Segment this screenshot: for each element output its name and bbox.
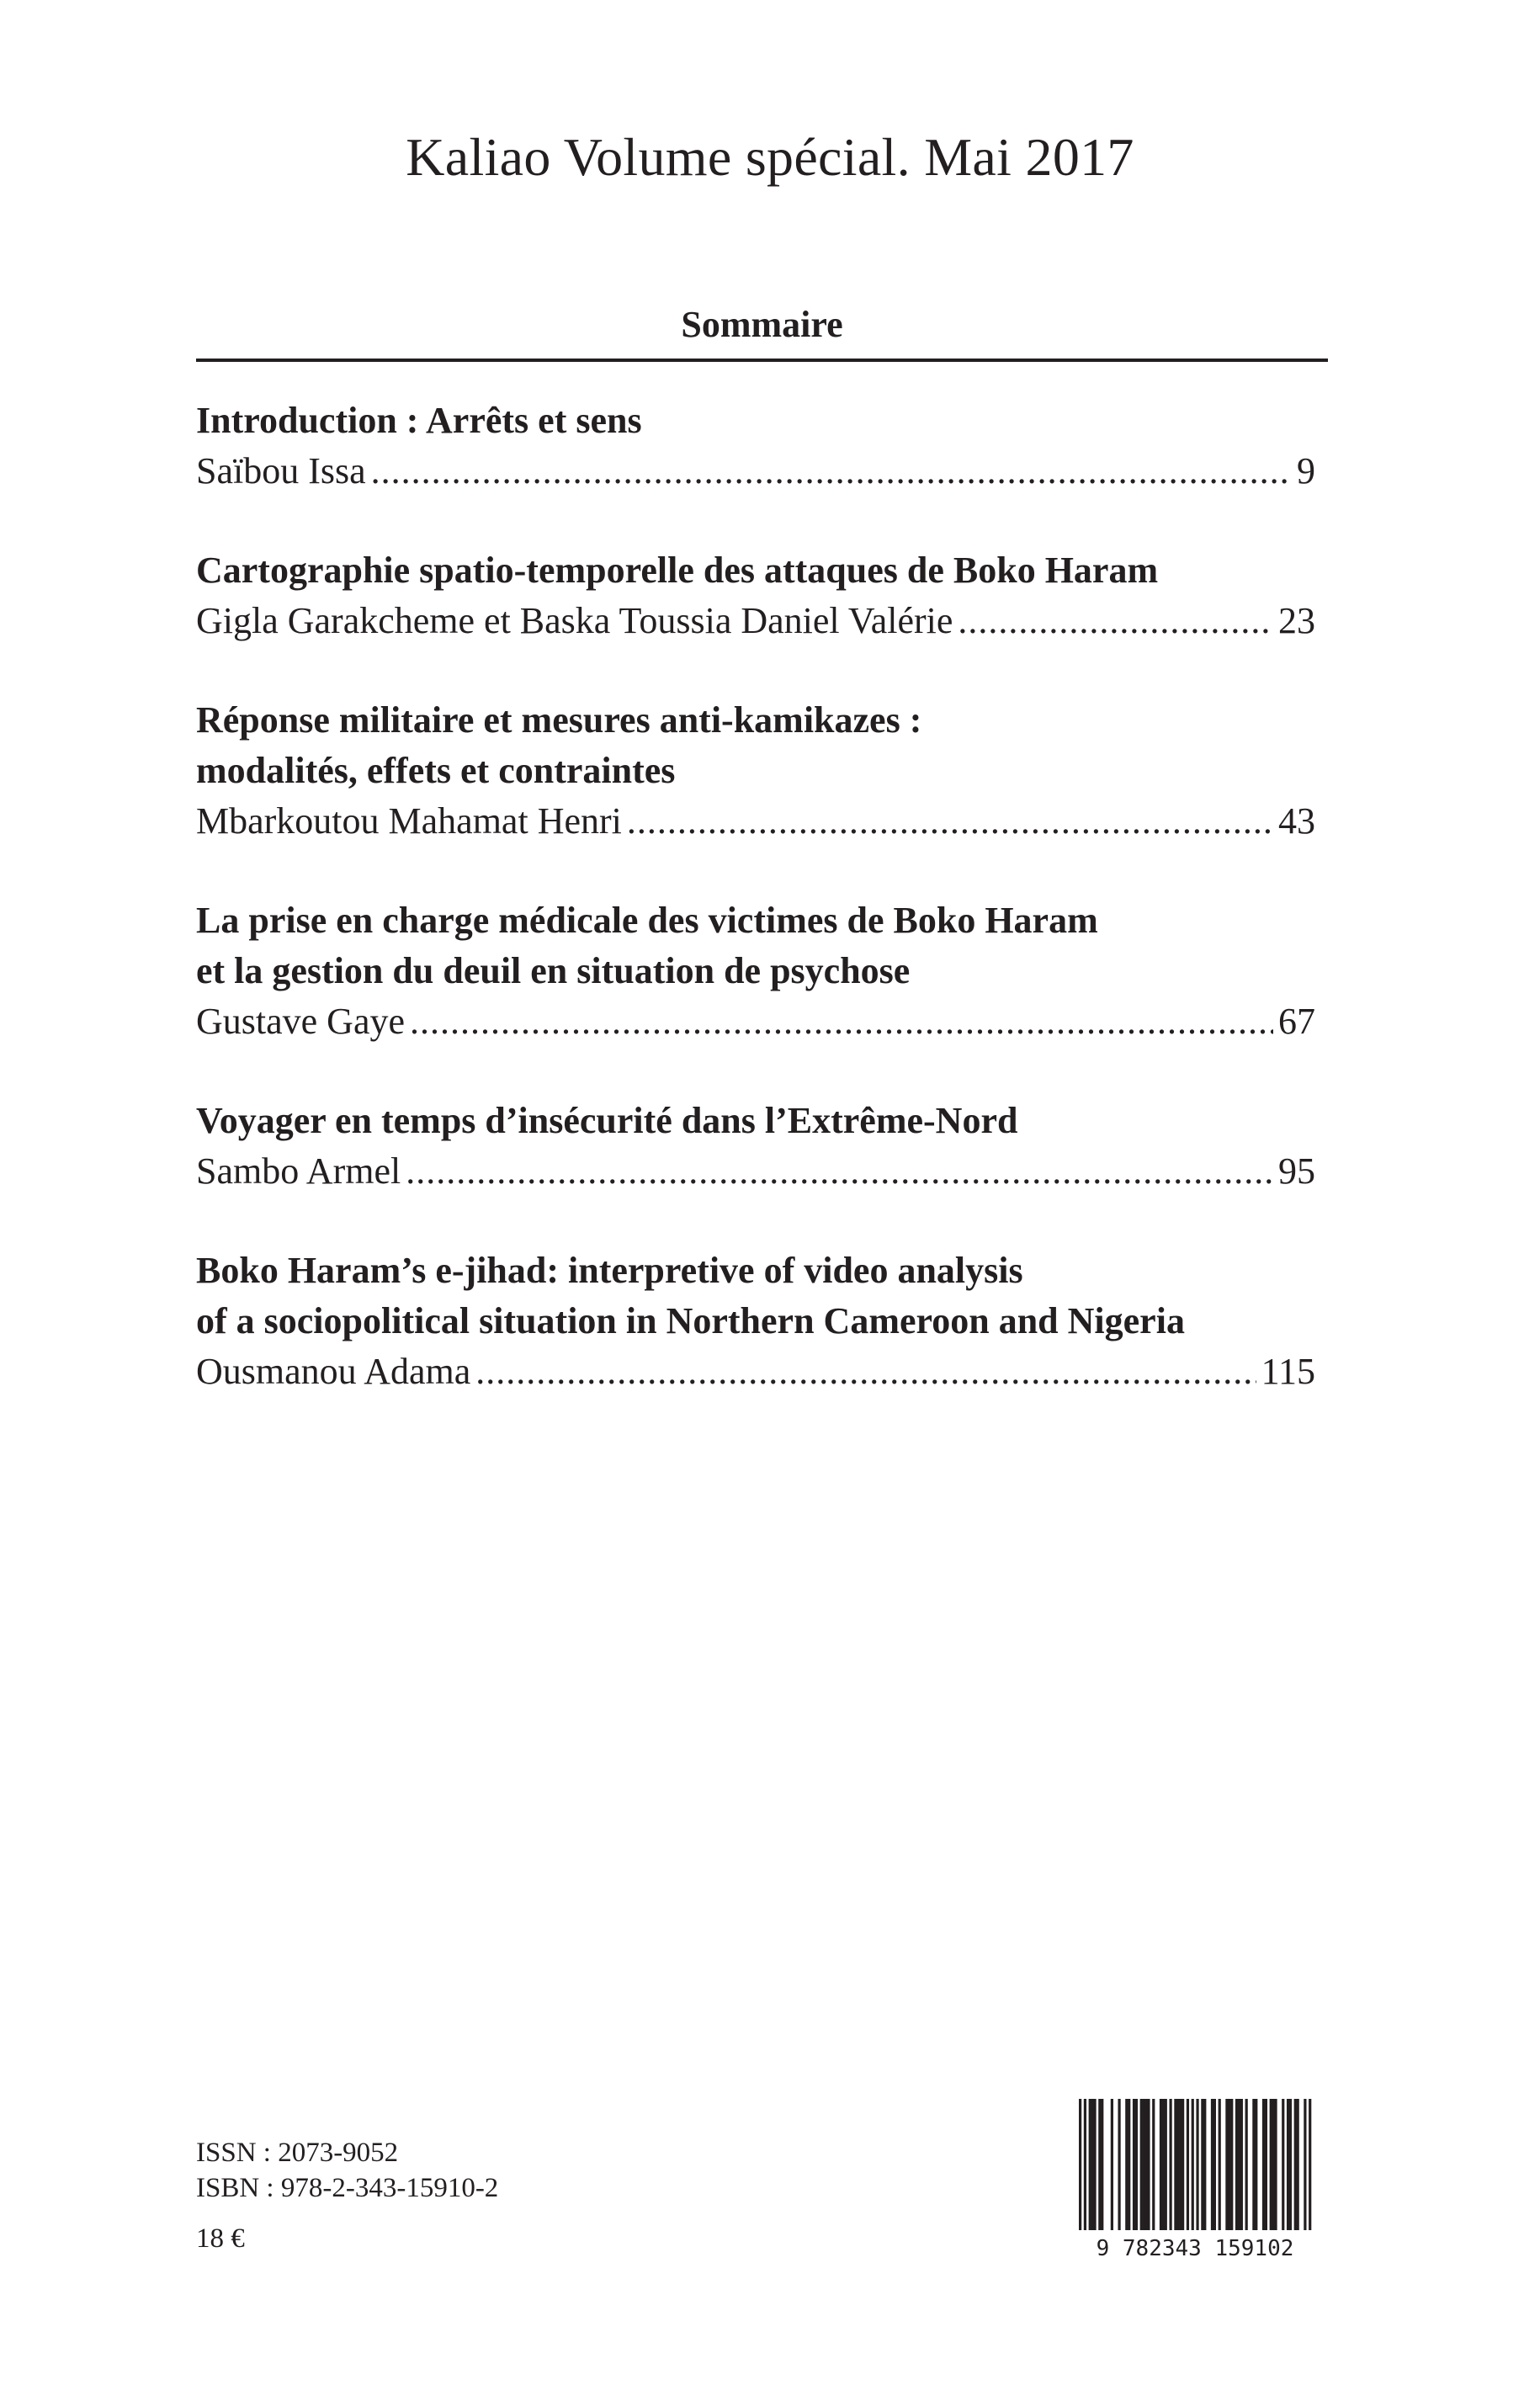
barcode-bar xyxy=(1252,2099,1255,2230)
barcode-bar xyxy=(1084,2099,1086,2230)
entry-author-line xyxy=(196,446,1315,497)
barcode-bar xyxy=(1143,2099,1145,2230)
entry-author: Saïbou Issa xyxy=(196,450,366,491)
barcode-bar xyxy=(1235,2099,1238,2230)
dot-leader xyxy=(627,796,1273,847)
barcode-bar xyxy=(1282,2099,1284,2230)
entry-title: of a sociopolitical situation in Northern Cameroon and Nigeria xyxy=(196,1300,1185,1341)
barcode-bar xyxy=(1255,2099,1257,2230)
barcode-bar xyxy=(1111,2099,1113,2230)
entry-author: Gustave Gaye xyxy=(196,1001,406,1042)
toc-entry[interactable] xyxy=(196,396,1315,497)
barcode-bar xyxy=(1203,2099,1206,2230)
entry-page: 23 xyxy=(1278,600,1315,641)
barcode-bar xyxy=(1262,2099,1265,2230)
entry-title: Introduction : Arrêts et sens xyxy=(196,400,642,441)
page-title: Kaliao Volume spécial. Mai 2017 xyxy=(406,127,1134,187)
barcode-bar xyxy=(1225,2099,1228,2230)
barcode-bar xyxy=(1270,2099,1272,2230)
entry-author-line xyxy=(196,1146,1315,1197)
barcode-bar xyxy=(1135,2099,1138,2230)
barcode-bar xyxy=(1098,2099,1101,2230)
entry-author-line xyxy=(196,796,1315,847)
barcode-bar xyxy=(1147,2099,1150,2230)
entry-title: Cartographie spatio-temporelle des attaques de Boko Haram xyxy=(196,550,1159,591)
barcode-bar xyxy=(1228,2099,1230,2230)
barcode xyxy=(1062,2096,1328,2260)
barcode-bar xyxy=(1289,2099,1292,2230)
toc-entry[interactable] xyxy=(196,1246,1315,1397)
barcode-bar xyxy=(1169,2099,1171,2230)
barcode-bar xyxy=(1144,2099,1147,2230)
entry-page: 67 xyxy=(1278,1001,1315,1042)
barcode-bar xyxy=(1165,2099,1167,2230)
barcode-bar xyxy=(1274,2099,1277,2230)
barcode-bar xyxy=(1174,2099,1176,2230)
entry-title: modalités, effets et contraintes xyxy=(196,750,676,791)
entry-title: et la gestion du deuil en situation de psychose xyxy=(196,950,911,991)
barcode-bar xyxy=(1133,2099,1135,2230)
entry-title: Réponse militaire et mesures anti-kamikazes : xyxy=(196,699,922,741)
barcode-bar xyxy=(1093,2099,1096,2230)
entry-author-line xyxy=(196,1347,1315,1397)
publication-info xyxy=(196,2135,498,2256)
dot-leader xyxy=(475,1347,1256,1397)
dot-leader xyxy=(410,996,1273,1047)
barcode-bar xyxy=(1192,2099,1194,2230)
barcode-bar xyxy=(1091,2099,1094,2230)
barcode-bar xyxy=(1201,2099,1203,2230)
table-of-contents xyxy=(196,396,1315,1446)
barcode-digits: 9 782343 159102 xyxy=(1096,2236,1294,2260)
barcode-bar xyxy=(1079,2099,1081,2230)
toc-entry[interactable] xyxy=(196,695,1315,847)
barcode-bar xyxy=(1118,2099,1120,2230)
entry-author-line xyxy=(196,996,1315,1047)
toc-entry[interactable] xyxy=(196,545,1315,646)
barcode-bar xyxy=(1304,2099,1306,2230)
barcode-bar xyxy=(1125,2099,1128,2230)
barcode-bar xyxy=(1196,2099,1198,2230)
entry-author-line xyxy=(196,596,1315,646)
entry-title: Boko Haram’s e-jihad: interpretive of video analysis xyxy=(196,1250,1023,1291)
barcode-bar xyxy=(1179,2099,1182,2230)
barcode-bar xyxy=(1101,2099,1103,2230)
entry-author: Sambo Armel xyxy=(196,1150,401,1192)
entry-title: La prise en charge médicale des victimes de Boko Haram xyxy=(196,900,1098,941)
barcode-bar xyxy=(1140,2099,1143,2230)
barcode-bar xyxy=(1176,2099,1179,2230)
barcode-bar xyxy=(1245,2099,1248,2230)
entry-page: 95 xyxy=(1278,1150,1315,1192)
barcode-bar xyxy=(1187,2099,1189,2230)
dot-leader xyxy=(958,596,1273,646)
barcode-bar xyxy=(1230,2099,1233,2230)
toc-heading: Sommaire xyxy=(681,304,843,345)
barcode-bar xyxy=(1240,2099,1243,2230)
entry-page: 43 xyxy=(1278,800,1315,842)
entry-title: Voyager en temps d’insécurité dans l’Extrême-Nord xyxy=(196,1100,1018,1141)
toc-entry[interactable] xyxy=(196,895,1315,1047)
barcode-bar xyxy=(1297,2099,1299,2230)
barcode-bar xyxy=(1294,2099,1297,2230)
barcode-bar xyxy=(1238,2099,1240,2230)
barcode-bar xyxy=(1162,2099,1165,2230)
issn-text: ISSN : 2073-9052 xyxy=(196,2138,399,2168)
heading-rule xyxy=(196,359,1328,362)
toc-entry[interactable] xyxy=(196,1096,1315,1197)
entry-page: 115 xyxy=(1261,1351,1315,1392)
barcode-bar xyxy=(1211,2099,1213,2230)
price-text: 18 € xyxy=(196,2223,245,2254)
isbn-text: ISBN : 978-2-343-15910-2 xyxy=(196,2173,499,2203)
barcode-bar xyxy=(1219,2099,1221,2230)
barcode-bar xyxy=(1160,2099,1162,2230)
barcode-bar xyxy=(1213,2099,1216,2230)
barcode-bar xyxy=(1309,2099,1311,2230)
barcode-bar xyxy=(1089,2099,1091,2230)
entry-author: Mbarkoutou Mahamat Henri xyxy=(196,800,622,842)
barcode-bar xyxy=(1272,2099,1275,2230)
entry-author: Gigla Garakcheme et Baska Toussia Daniel Valérie xyxy=(196,600,953,641)
barcode-bar xyxy=(1128,2099,1130,2230)
entry-author: Ousmanou Adama xyxy=(196,1351,471,1392)
barcode-bar xyxy=(1152,2099,1155,2230)
entry-page: 9 xyxy=(1297,450,1315,491)
barcode-bar xyxy=(1265,2099,1267,2230)
dot-leader xyxy=(406,1146,1273,1197)
barcode-bar xyxy=(1182,2099,1184,2230)
dot-leader xyxy=(371,446,1292,497)
barcode-bar xyxy=(1287,2099,1289,2230)
